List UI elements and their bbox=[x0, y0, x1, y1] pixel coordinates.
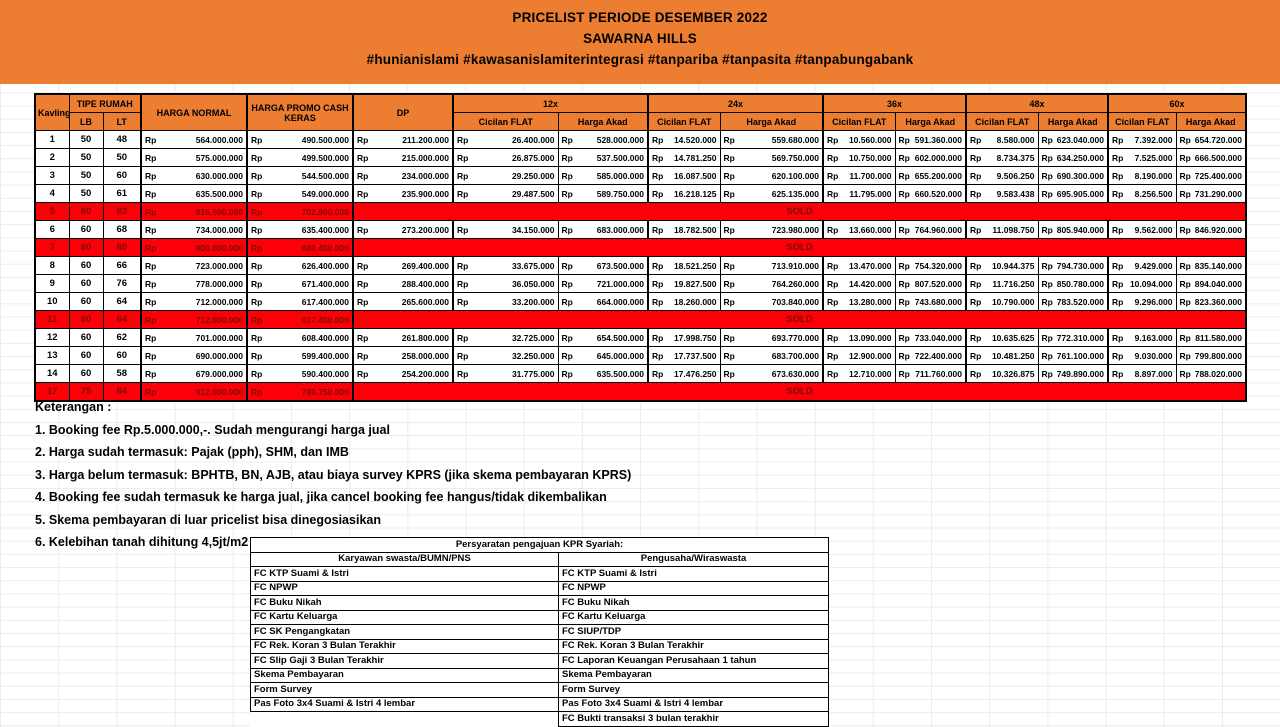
requirements-header-row bbox=[251, 552, 829, 567]
requirement-right-cell: Pas Foto 3x4 Suami & Istri 4 lembar bbox=[559, 697, 829, 712]
kavling-cell: 7 bbox=[35, 239, 69, 257]
pricelist-row bbox=[35, 221, 1246, 239]
requirement-right-cell: Form Survey bbox=[559, 683, 829, 698]
sold-cell: SOLD bbox=[353, 383, 1246, 402]
requirement-right-cell: FC KTP Suami & Istri bbox=[559, 567, 829, 582]
cicilan-12x-cell: Rp 29.487.500 bbox=[453, 185, 558, 203]
harga-normal-cell: Rp 701.000.000 bbox=[141, 329, 247, 347]
col-group-24x: 24x bbox=[648, 94, 823, 113]
akad-12x-cell: Rp 585.000.000 bbox=[558, 167, 648, 185]
akad-60x-cell: Rp 894.040.000 bbox=[1176, 275, 1246, 293]
dp-cell: Rp 288.400.000 bbox=[353, 275, 453, 293]
kavling-cell: 4 bbox=[35, 185, 69, 203]
cicilan-24x-cell: Rp 18.521.250 bbox=[648, 257, 720, 275]
harga-promo-cell: Rp 617.400.000 bbox=[247, 293, 353, 311]
harga-normal-cell: Rp 734.000.000 bbox=[141, 221, 247, 239]
akad-36x-cell: Rp 660.520.000 bbox=[895, 185, 966, 203]
akad-60x-cell: Rp 666.500.000 bbox=[1176, 149, 1246, 167]
requirement-right-cell: FC Kartu Keluarga bbox=[559, 610, 829, 625]
requirement-right-cell: FC NPWP bbox=[559, 581, 829, 596]
harga-promo-cell: Rp 617.400.000 bbox=[247, 311, 353, 329]
col-header-karyawan: Karyawan swasta/BUMN/PNS bbox=[251, 552, 559, 567]
dp-cell: Rp 269.400.000 bbox=[353, 257, 453, 275]
lb-cell: 50 bbox=[69, 167, 103, 185]
akad-60x-cell: Rp 731.290.000 bbox=[1176, 185, 1246, 203]
col-header-cicilan-36x: Cicilan FLAT bbox=[823, 113, 895, 131]
akad-24x-cell: Rp 559.680.000 bbox=[720, 131, 823, 149]
akad-36x-cell: Rp 722.400.000 bbox=[895, 347, 966, 365]
pricelist-row bbox=[35, 131, 1246, 149]
akad-48x-cell: Rp 690.300.000 bbox=[1038, 167, 1108, 185]
pricelist-row-sold bbox=[35, 203, 1246, 221]
col-header-harga-promo: HARGA PROMO CASH KERAS bbox=[247, 94, 353, 131]
requirement-row bbox=[251, 639, 829, 654]
akad-24x-cell: Rp 625.135.000 bbox=[720, 185, 823, 203]
cicilan-60x-cell: Rp 8.897.000 bbox=[1108, 365, 1176, 383]
harga-normal-cell: Rp 575.000.000 bbox=[141, 149, 247, 167]
akad-12x-cell: Rp 664.000.000 bbox=[558, 293, 648, 311]
akad-48x-cell: Rp 634.250.000 bbox=[1038, 149, 1108, 167]
akad-36x-cell: Rp 764.960.000 bbox=[895, 221, 966, 239]
cicilan-48x-cell: Rp 8.580.000 bbox=[966, 131, 1038, 149]
pricelist-table bbox=[34, 93, 1247, 402]
lt-cell: 84 bbox=[103, 383, 141, 402]
requirement-left-cell: FC Buku Nikah bbox=[251, 596, 559, 611]
col-header-cicilan-60x: Cicilan FLAT bbox=[1108, 113, 1176, 131]
dp-cell: Rp 261.800.000 bbox=[353, 329, 453, 347]
col-group-48x: 48x bbox=[966, 94, 1108, 113]
requirement-left-cell: Pas Foto 3x4 Suami & Istri 4 lembar bbox=[251, 697, 559, 712]
pricelist-row bbox=[35, 365, 1246, 383]
kavling-cell: 2 bbox=[35, 149, 69, 167]
cicilan-36x-cell: Rp 11.700.000 bbox=[823, 167, 895, 185]
cicilan-48x-cell: Rp 9.583.438 bbox=[966, 185, 1038, 203]
cicilan-36x-cell: Rp 10.560.000 bbox=[823, 131, 895, 149]
requirement-row bbox=[251, 668, 829, 683]
note-item: 1. Booking fee Rp.5.000.000,-. Sudah mengurangi harga jual bbox=[35, 422, 390, 437]
akad-12x-cell: Rp 654.500.000 bbox=[558, 329, 648, 347]
cicilan-60x-cell: Rp 7.392.000 bbox=[1108, 131, 1176, 149]
akad-60x-cell: Rp 823.360.000 bbox=[1176, 293, 1246, 311]
header-row-groups bbox=[35, 94, 1246, 113]
cicilan-36x-cell: Rp 14.420.000 bbox=[823, 275, 895, 293]
col-header-akad-24x: Harga Akad bbox=[720, 113, 823, 131]
kavling-cell: 17 bbox=[35, 383, 69, 402]
lt-cell: 48 bbox=[103, 131, 141, 149]
harga-promo-cell: Rp 608.400.000 bbox=[247, 329, 353, 347]
lb-cell: 60 bbox=[69, 221, 103, 239]
col-group-60x: 60x bbox=[1108, 94, 1246, 113]
cicilan-24x-cell: Rp 14.520.000 bbox=[648, 131, 720, 149]
project-name: SAWARNA HILLS bbox=[583, 31, 697, 46]
akad-48x-cell: Rp 772.310.000 bbox=[1038, 329, 1108, 347]
lt-cell: 50 bbox=[103, 149, 141, 167]
lt-cell: 66 bbox=[103, 257, 141, 275]
hashtags: #hunianislami #kawasanislamiterintegrasi #tanpariba #tanpasita #tanpabungabank bbox=[366, 52, 914, 67]
cicilan-24x-cell: Rp 14.781.250 bbox=[648, 149, 720, 167]
akad-24x-cell: Rp 569.750.000 bbox=[720, 149, 823, 167]
kavling-cell: 11 bbox=[35, 311, 69, 329]
akad-48x-cell: Rp 850.780.000 bbox=[1038, 275, 1108, 293]
cicilan-60x-cell: Rp 8.256.500 bbox=[1108, 185, 1176, 203]
cicilan-12x-cell: Rp 29.250.000 bbox=[453, 167, 558, 185]
requirement-left-cell: Form Survey bbox=[251, 683, 559, 698]
cicilan-12x-cell: Rp 26.400.000 bbox=[453, 131, 558, 149]
harga-normal-cell: Rp 723.000.000 bbox=[141, 257, 247, 275]
cicilan-12x-cell: Rp 33.675.000 bbox=[453, 257, 558, 275]
lb-cell: 60 bbox=[69, 365, 103, 383]
requirement-right-cell: FC Rek. Koran 3 Bulan Terakhir bbox=[559, 639, 829, 654]
requirement-left-cell: FC Slip Gaji 3 Bulan Terakhir bbox=[251, 654, 559, 669]
akad-36x-cell: Rp 655.200.000 bbox=[895, 167, 966, 185]
akad-24x-cell: Rp 713.910.000 bbox=[720, 257, 823, 275]
col-group-12x: 12x bbox=[453, 94, 648, 113]
cicilan-24x-cell: Rp 16.087.500 bbox=[648, 167, 720, 185]
akad-60x-cell: Rp 846.920.000 bbox=[1176, 221, 1246, 239]
requirement-left-cell: Skema Pembayaran bbox=[251, 668, 559, 683]
pricelist-row-sold bbox=[35, 311, 1246, 329]
dp-cell: Rp 215.000.000 bbox=[353, 149, 453, 167]
pricelist-row bbox=[35, 293, 1246, 311]
pricelist-title: PRICELIST PERIODE DESEMBER 2022 bbox=[512, 10, 768, 25]
requirement-row bbox=[251, 567, 829, 582]
kavling-cell: 3 bbox=[35, 167, 69, 185]
requirement-row bbox=[251, 625, 829, 640]
pricelist-row bbox=[35, 329, 1246, 347]
kavling-cell: 1 bbox=[35, 131, 69, 149]
note-item: 5. Skema pembayaran di luar pricelist bisa dinegosiasikan bbox=[35, 512, 381, 527]
harga-normal-cell: Rp 564.000.000 bbox=[141, 131, 247, 149]
requirement-right-cell: FC Bukti transaksi 3 bulan terakhir bbox=[559, 712, 829, 727]
requirement-left-cell: FC SK Pengangkatan bbox=[251, 625, 559, 640]
akad-12x-cell: Rp 589.750.000 bbox=[558, 185, 648, 203]
requirement-row bbox=[251, 712, 829, 727]
cicilan-48x-cell: Rp 9.506.250 bbox=[966, 167, 1038, 185]
cicilan-60x-cell: Rp 9.429.000 bbox=[1108, 257, 1176, 275]
lt-cell: 60 bbox=[103, 167, 141, 185]
cicilan-48x-cell: Rp 11.716.250 bbox=[966, 275, 1038, 293]
cicilan-24x-cell: Rp 16.218.125 bbox=[648, 185, 720, 203]
kavling-cell: 8 bbox=[35, 257, 69, 275]
akad-24x-cell: Rp 620.100.000 bbox=[720, 167, 823, 185]
requirements-table bbox=[250, 537, 829, 727]
akad-24x-cell: Rp 683.700.000 bbox=[720, 347, 823, 365]
lb-cell: 60 bbox=[69, 347, 103, 365]
requirement-left-cell: FC Rek. Koran 3 Bulan Terakhir bbox=[251, 639, 559, 654]
sold-cell: SOLD bbox=[353, 203, 1246, 221]
pricelist-row bbox=[35, 149, 1246, 167]
dp-cell: Rp 234.000.000 bbox=[353, 167, 453, 185]
col-header-akad-60x: Harga Akad bbox=[1176, 113, 1246, 131]
lt-cell: 61 bbox=[103, 185, 141, 203]
title-banner bbox=[0, 0, 1280, 84]
sold-cell: SOLD bbox=[353, 239, 1246, 257]
akad-12x-cell: Rp 673.500.000 bbox=[558, 257, 648, 275]
cicilan-60x-cell: Rp 9.562.000 bbox=[1108, 221, 1176, 239]
cicilan-60x-cell: Rp 9.030.000 bbox=[1108, 347, 1176, 365]
akad-36x-cell: Rp 754.320.000 bbox=[895, 257, 966, 275]
dp-cell: Rp 235.900.000 bbox=[353, 185, 453, 203]
notes-title: Keterangan : bbox=[35, 400, 112, 414]
akad-36x-cell: Rp 807.520.000 bbox=[895, 275, 966, 293]
akad-12x-cell: Rp 645.000.000 bbox=[558, 347, 648, 365]
col-header-akad-48x: Harga Akad bbox=[1038, 113, 1108, 131]
requirement-left-cell: FC NPWP bbox=[251, 581, 559, 596]
kavling-cell: 12 bbox=[35, 329, 69, 347]
harga-promo-cell: Rp 544.500.000 bbox=[247, 167, 353, 185]
dp-cell: Rp 254.200.000 bbox=[353, 365, 453, 383]
cicilan-60x-cell: Rp 8.190.000 bbox=[1108, 167, 1176, 185]
col-header-cicilan-48x: Cicilan FLAT bbox=[966, 113, 1038, 131]
harga-promo-cell: Rp 499.500.000 bbox=[247, 149, 353, 167]
dp-cell: Rp 211.200.000 bbox=[353, 131, 453, 149]
lt-cell: 76 bbox=[103, 275, 141, 293]
harga-promo-cell: Rp 789.750.000 bbox=[247, 383, 353, 402]
col-header-akad-12x: Harga Akad bbox=[558, 113, 648, 131]
lb-cell: 50 bbox=[69, 131, 103, 149]
cicilan-36x-cell: Rp 13.090.000 bbox=[823, 329, 895, 347]
cicilan-36x-cell: Rp 13.280.000 bbox=[823, 293, 895, 311]
akad-60x-cell: Rp 799.800.000 bbox=[1176, 347, 1246, 365]
akad-36x-cell: Rp 602.000.000 bbox=[895, 149, 966, 167]
harga-promo-cell: Rp 599.400.000 bbox=[247, 347, 353, 365]
lb-cell: 60 bbox=[69, 293, 103, 311]
akad-60x-cell: Rp 654.720.000 bbox=[1176, 131, 1246, 149]
requirement-row bbox=[251, 596, 829, 611]
cicilan-12x-cell: Rp 32.250.000 bbox=[453, 347, 558, 365]
pricelist-row bbox=[35, 185, 1246, 203]
akad-36x-cell: Rp 733.040.000 bbox=[895, 329, 966, 347]
harga-normal-cell: Rp 800.000.000 bbox=[141, 239, 247, 257]
lb-cell: 60 bbox=[69, 203, 103, 221]
akad-60x-cell: Rp 725.400.000 bbox=[1176, 167, 1246, 185]
notes-section bbox=[35, 398, 631, 556]
akad-24x-cell: Rp 764.260.000 bbox=[720, 275, 823, 293]
lb-cell: 60 bbox=[69, 275, 103, 293]
lb-cell: 60 bbox=[69, 239, 103, 257]
col-header-lb: LB bbox=[69, 113, 103, 131]
cicilan-36x-cell: Rp 12.710.000 bbox=[823, 365, 895, 383]
akad-12x-cell: Rp 537.500.000 bbox=[558, 149, 648, 167]
akad-36x-cell: Rp 711.760.000 bbox=[895, 365, 966, 383]
requirement-left-cell bbox=[251, 712, 559, 727]
lb-cell: 60 bbox=[69, 329, 103, 347]
harga-normal-cell: Rp 912.000.000 bbox=[141, 383, 247, 402]
akad-48x-cell: Rp 749.890.000 bbox=[1038, 365, 1108, 383]
cicilan-24x-cell: Rp 19.827.500 bbox=[648, 275, 720, 293]
requirements-title: Persyaratan pengajuan KPR Syariah: bbox=[251, 538, 829, 553]
akad-12x-cell: Rp 528.000.000 bbox=[558, 131, 648, 149]
requirement-right-cell: Skema Pembayaran bbox=[559, 668, 829, 683]
harga-normal-cell: Rp 712.000.000 bbox=[141, 293, 247, 311]
harga-promo-cell: Rp 590.400.000 bbox=[247, 365, 353, 383]
kavling-cell: 9 bbox=[35, 275, 69, 293]
harga-normal-cell: Rp 679.000.000 bbox=[141, 365, 247, 383]
akad-60x-cell: Rp 788.020.000 bbox=[1176, 365, 1246, 383]
lt-cell: 60 bbox=[103, 347, 141, 365]
pricelist-body bbox=[35, 131, 1246, 402]
requirements-title-row bbox=[251, 538, 829, 553]
requirement-right-cell: FC Laporan Keuangan Perusahaan 1 tahun bbox=[559, 654, 829, 669]
col-header-cicilan-24x: Cicilan FLAT bbox=[648, 113, 720, 131]
akad-12x-cell: Rp 721.000.000 bbox=[558, 275, 648, 293]
requirement-row bbox=[251, 697, 829, 712]
harga-promo-cell: Rp 671.400.000 bbox=[247, 275, 353, 293]
pricelist-row bbox=[35, 347, 1246, 365]
kavling-cell: 5 bbox=[35, 203, 69, 221]
kavling-cell: 10 bbox=[35, 293, 69, 311]
akad-24x-cell: Rp 693.770.000 bbox=[720, 329, 823, 347]
cicilan-48x-cell: Rp 8.734.375 bbox=[966, 149, 1038, 167]
akad-24x-cell: Rp 703.840.000 bbox=[720, 293, 823, 311]
kavling-cell: 6 bbox=[35, 221, 69, 239]
akad-48x-cell: Rp 783.520.000 bbox=[1038, 293, 1108, 311]
cicilan-24x-cell: Rp 17.476.250 bbox=[648, 365, 720, 383]
lt-cell: 68 bbox=[103, 221, 141, 239]
harga-promo-cell: Rp 549.000.000 bbox=[247, 185, 353, 203]
lb-cell: 50 bbox=[69, 185, 103, 203]
requirement-row bbox=[251, 610, 829, 625]
harga-promo-cell: Rp 626.400.000 bbox=[247, 257, 353, 275]
harga-normal-cell: Rp 635.500.000 bbox=[141, 185, 247, 203]
cicilan-12x-cell: Rp 34.150.000 bbox=[453, 221, 558, 239]
harga-normal-cell: Rp 778.000.000 bbox=[141, 275, 247, 293]
akad-48x-cell: Rp 761.100.000 bbox=[1038, 347, 1108, 365]
requirement-left-cell: FC Kartu Keluarga bbox=[251, 610, 559, 625]
note-item: 6. Kelebihan tanah dihitung 4,5jt/m2 bbox=[35, 535, 249, 549]
akad-48x-cell: Rp 623.040.000 bbox=[1038, 131, 1108, 149]
lb-cell: 60 bbox=[69, 311, 103, 329]
requirement-row bbox=[251, 654, 829, 669]
col-header-kavling: Kavling bbox=[35, 94, 69, 131]
lb-cell: 75 bbox=[69, 383, 103, 402]
kavling-cell: 13 bbox=[35, 347, 69, 365]
cicilan-36x-cell: Rp 11.795.000 bbox=[823, 185, 895, 203]
pricelist-row bbox=[35, 167, 1246, 185]
requirement-row bbox=[251, 683, 829, 698]
cicilan-36x-cell: Rp 10.750.000 bbox=[823, 149, 895, 167]
dp-cell: Rp 273.200.000 bbox=[353, 221, 453, 239]
col-header-tipe-rumah: TIPE RUMAH bbox=[69, 94, 141, 113]
cicilan-60x-cell: Rp 7.525.000 bbox=[1108, 149, 1176, 167]
akad-24x-cell: Rp 673.630.000 bbox=[720, 365, 823, 383]
requirements-body bbox=[251, 567, 829, 727]
harga-promo-cell: Rp 490.500.000 bbox=[247, 131, 353, 149]
note-item: 2. Harga sudah termasuk: Pajak (pph), SHM, dan IMB bbox=[35, 445, 349, 459]
cicilan-12x-cell: Rp 32.725.000 bbox=[453, 329, 558, 347]
requirement-right-cell: FC Buku Nikah bbox=[559, 596, 829, 611]
cicilan-48x-cell: Rp 10.481.250 bbox=[966, 347, 1038, 365]
kavling-cell: 14 bbox=[35, 365, 69, 383]
col-header-akad-36x: Harga Akad bbox=[895, 113, 966, 131]
requirement-row bbox=[251, 581, 829, 596]
harga-normal-cell: Rp 630.000.000 bbox=[141, 167, 247, 185]
dp-cell: Rp 265.600.000 bbox=[353, 293, 453, 311]
akad-48x-cell: Rp 805.940.000 bbox=[1038, 221, 1108, 239]
akad-36x-cell: Rp 591.360.000 bbox=[895, 131, 966, 149]
cicilan-48x-cell: Rp 10.944.375 bbox=[966, 257, 1038, 275]
lt-cell: 64 bbox=[103, 293, 141, 311]
note-item: 3. Harga belum termasuk: BPHTB, BN, AJB, atau biaya survey KPRS (jika skema pembayaran KPRS) bbox=[35, 467, 632, 482]
col-header-dp: DP bbox=[353, 94, 453, 131]
col-header-pengusaha: Pengusaha/Wiraswasta bbox=[559, 552, 829, 567]
harga-promo-cell: Rp 689.400.000 bbox=[247, 239, 353, 257]
cicilan-60x-cell: Rp 9.163.000 bbox=[1108, 329, 1176, 347]
cicilan-24x-cell: Rp 18.782.500 bbox=[648, 221, 720, 239]
cicilan-36x-cell: Rp 13.660.000 bbox=[823, 221, 895, 239]
cicilan-36x-cell: Rp 13.470.000 bbox=[823, 257, 895, 275]
akad-12x-cell: Rp 635.500.000 bbox=[558, 365, 648, 383]
cicilan-36x-cell: Rp 12.900.000 bbox=[823, 347, 895, 365]
sold-cell: SOLD bbox=[353, 311, 1246, 329]
lt-cell: 62 bbox=[103, 329, 141, 347]
col-header-harga-normal: HARGA NORMAL bbox=[141, 94, 247, 131]
cicilan-12x-cell: Rp 26.875.000 bbox=[453, 149, 558, 167]
harga-normal-cell: Rp 712.000.000 bbox=[141, 311, 247, 329]
lt-cell: 58 bbox=[103, 365, 141, 383]
cicilan-12x-cell: Rp 33.200.000 bbox=[453, 293, 558, 311]
col-header-lt: LT bbox=[103, 113, 141, 131]
cicilan-60x-cell: Rp 10.094.000 bbox=[1108, 275, 1176, 293]
pricelist-row bbox=[35, 275, 1246, 293]
requirement-left-cell: FC KTP Suami & Istri bbox=[251, 567, 559, 582]
akad-48x-cell: Rp 794.730.000 bbox=[1038, 257, 1108, 275]
col-header-cicilan-12x: Cicilan FLAT bbox=[453, 113, 558, 131]
note-item: 4. Booking fee sudah termasuk ke harga jual, jika cancel booking fee hangus/tidak dikembalikan bbox=[35, 490, 607, 504]
lb-cell: 60 bbox=[69, 257, 103, 275]
lb-cell: 50 bbox=[69, 149, 103, 167]
harga-normal-cell: Rp 816.500.000 bbox=[141, 203, 247, 221]
col-group-36x: 36x bbox=[823, 94, 966, 113]
harga-normal-cell: Rp 690.000.000 bbox=[141, 347, 247, 365]
dp-cell: Rp 258.000.000 bbox=[353, 347, 453, 365]
akad-48x-cell: Rp 695.905.000 bbox=[1038, 185, 1108, 203]
cicilan-48x-cell: Rp 10.326.875 bbox=[966, 365, 1038, 383]
lt-cell: 80 bbox=[103, 239, 141, 257]
cicilan-12x-cell: Rp 31.775.000 bbox=[453, 365, 558, 383]
akad-60x-cell: Rp 811.580.000 bbox=[1176, 329, 1246, 347]
cicilan-48x-cell: Rp 10.790.000 bbox=[966, 293, 1038, 311]
akad-36x-cell: Rp 743.680.000 bbox=[895, 293, 966, 311]
akad-24x-cell: Rp 723.980.000 bbox=[720, 221, 823, 239]
akad-60x-cell: Rp 835.140.000 bbox=[1176, 257, 1246, 275]
lt-cell: 64 bbox=[103, 311, 141, 329]
requirement-right-cell: FC SIUP/TDP bbox=[559, 625, 829, 640]
cicilan-24x-cell: Rp 17.737.500 bbox=[648, 347, 720, 365]
cicilan-60x-cell: Rp 9.296.000 bbox=[1108, 293, 1176, 311]
cicilan-24x-cell: Rp 17.998.750 bbox=[648, 329, 720, 347]
pricelist-row bbox=[35, 257, 1246, 275]
cicilan-48x-cell: Rp 10.635.625 bbox=[966, 329, 1038, 347]
harga-promo-cell: Rp 635.400.000 bbox=[247, 221, 353, 239]
cicilan-24x-cell: Rp 18.260.000 bbox=[648, 293, 720, 311]
lt-cell: 83 bbox=[103, 203, 141, 221]
cicilan-12x-cell: Rp 36.050.000 bbox=[453, 275, 558, 293]
akad-12x-cell: Rp 683.000.000 bbox=[558, 221, 648, 239]
harga-promo-cell: Rp 702.900.000 bbox=[247, 203, 353, 221]
pricelist-row-sold bbox=[35, 239, 1246, 257]
cicilan-48x-cell: Rp 11.098.750 bbox=[966, 221, 1038, 239]
